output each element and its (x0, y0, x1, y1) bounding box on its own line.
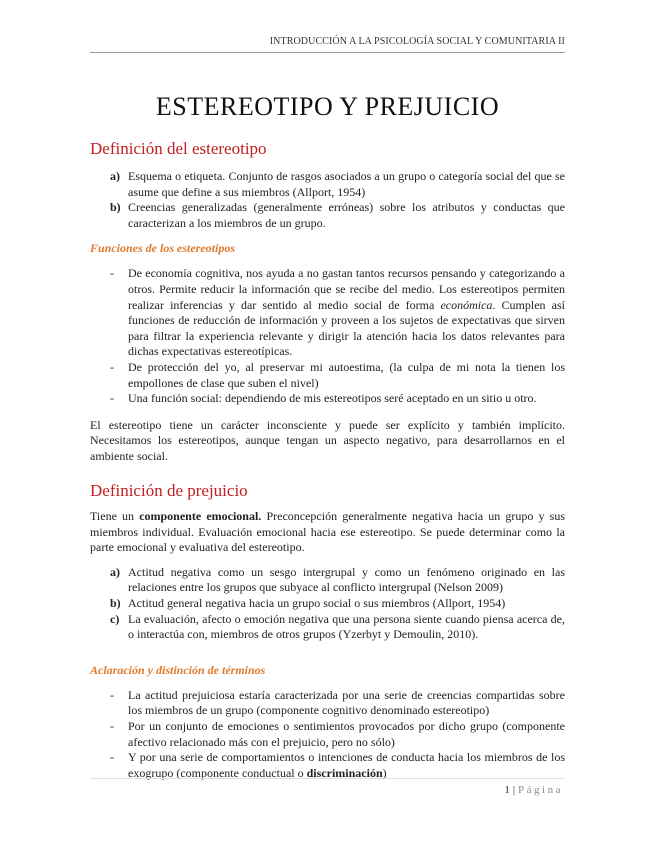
list-item: b) Creencias generalizadas (generalmente erróneas) sobre los atributos y conductas que caracterizan a los miembros de un grupo. (110, 200, 565, 230)
page-title: ESTEREOTIPO Y PREJUICIO (155, 92, 500, 122)
list-item: a) Actitud negativa como un sesgo intergrupal y como un fenómeno originado en las relaciones entre los grupos que subyace al conflicto intergrupal (Nelson 2009) (110, 564, 565, 595)
page-number: 1 | Página (504, 784, 563, 796)
list-item: - Y por una serie de comportamientos o intenciones de conducta hacia los miembros de los exogrupo (componente conductual o discriminación) (110, 750, 565, 780)
funciones-subheading: Funciones de los estereotipos (90, 241, 236, 256)
prejuicio-definitions (90, 565, 565, 643)
prejuicio-section (90, 481, 565, 781)
prejuicio-heading: Definición de prejuicio (90, 481, 248, 500)
footer-divider (90, 778, 565, 779)
list-item: - De economía cognitiva, nos ayuda a no gastan tantos recursos pensando y categorizando a otros. Permite reducir la información que se recibe del medio. Los estereotipos permiten realizar inferencias y dar sentido al medio social de forma económica. Cumplen así funciones de reducción de información y proveen a los sujetos de expectativas que sirven para filtrar la experiencia relevante y dirigir la atención hacia los datos relevantes para dichas expectativas estereotípicas. (110, 266, 565, 359)
estereotipo-heading: Definición del estereotipo (90, 139, 267, 158)
prejuicio-intro: Tiene un componente emocional. Preconcepción generalmente negativa hacia un grupo y sus miembros individual. Evaluación emocional hacia ese estereotipo. Se puede determinar como la parte emocional y evaluativa del estereotipo. (90, 509, 565, 555)
aclaracion-subheading: Aclaración y distinción de términos (90, 662, 266, 677)
list-item: - La actitud prejuiciosa estaría caracterizada por una serie de creencias compartidas sobre los miembros de un grupo (componente cognitivo denominado estereotipo) (110, 687, 565, 718)
aclaracion-list (90, 688, 565, 782)
estereotipo-definitions (90, 169, 565, 231)
list-item: c) La evaluación, afecto o emoción negativa que una persona siente cuando piensa acerca de, o interactúa con, miembros de otros grupos (Yzerbyt y Demoulin, 2010). (110, 611, 565, 642)
list-item: - Por un conjunto de emociones o sentimientos provocados por dicho grupo (componente afectivo relacionado más con el prejuicio, pero no sólo) (110, 718, 565, 749)
funciones-list (90, 266, 565, 406)
running-header: INTRODUCCIÓN A LA PSICOLOGÍA SOCIAL Y COMUNITARIA II (269, 36, 565, 47)
list-item: - Una función social: dependiendo de mis estereotipos seré aceptado en un sitio u otro. (110, 391, 537, 406)
estereotipo-section (90, 139, 565, 465)
header-divider (90, 52, 565, 53)
estereotipo-paragraph: El estereotipo tiene un carácter inconsciente y puede ser explícito y también implícito. Necesitamos los estereotipos, aunque tengan un aspecto negativo, para desarrollarnos en el ambiente social. (90, 417, 565, 463)
list-item: a) Esquema o etiqueta. Conjunto de rasgos asociados a un grupo o categoría social del que se asume que define a sus miembros (Allport, 1954) (110, 169, 565, 199)
list-item: - De protección del yo, al preservar mi autoestima, (la culpa de mi nota la tienen los empollones de clase que suben el nivel) (110, 359, 565, 390)
list-item: b) Actitud general negativa hacia un grupo social o sus miembros (Allport, 1954) (110, 595, 506, 610)
